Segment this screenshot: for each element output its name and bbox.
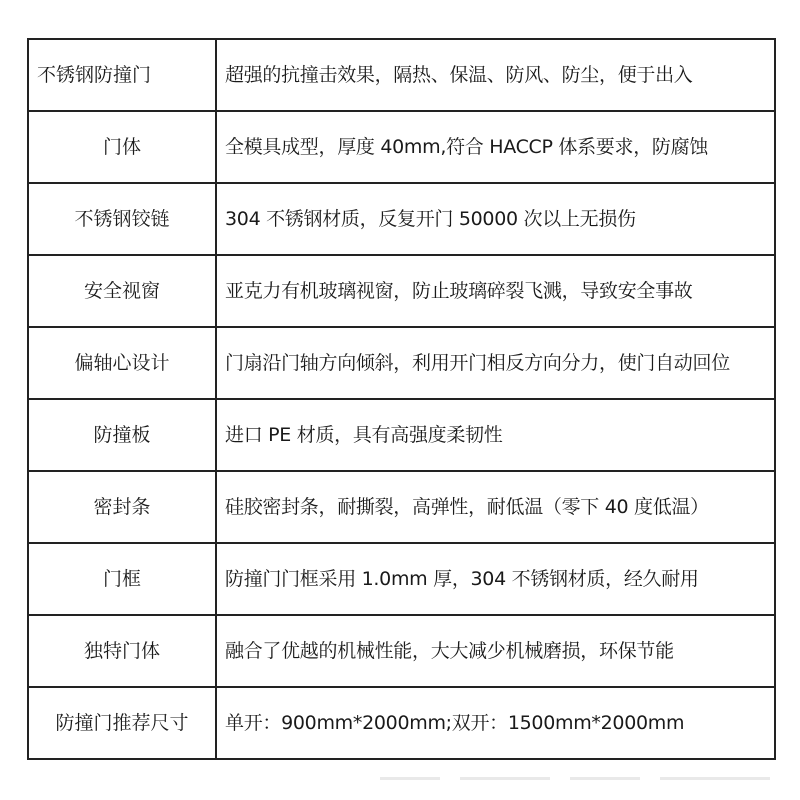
table-row	[28, 183, 775, 255]
feature-cell: 不锈钢铰链	[28, 183, 216, 255]
table-row	[28, 399, 775, 471]
description-cell: 融合了优越的机械性能，大大减少机械磨损，环保节能	[216, 615, 775, 687]
feature-cell: 安全视窗	[28, 255, 216, 327]
feature-cell: 防撞板	[28, 399, 216, 471]
description-cell: 超强的抗撞击效果，隔热、保温、防风、防尘，便于出入	[216, 39, 775, 111]
table-row	[28, 39, 775, 111]
feature-cell: 门框	[28, 543, 216, 615]
table-row	[28, 687, 775, 759]
feature-cell: 防撞门推荐尺寸	[28, 687, 216, 759]
table-row	[28, 543, 775, 615]
description-cell: 硅胶密封条，耐撕裂，高弹性，耐低温（零下 40 度低温）	[216, 471, 775, 543]
spec-table-body	[28, 39, 775, 759]
description-cell: 防撞门门框采用 1.0mm 厚，304 不锈钢材质，经久耐用	[216, 543, 775, 615]
description-cell: 全模具成型，厚度 40mm,符合 HACCP 体系要求，防腐蚀	[216, 111, 775, 183]
description-cell: 单开：900mm*2000mm;双开：1500mm*2000mm	[216, 687, 775, 759]
feature-cell: 不锈钢防撞门	[28, 39, 216, 111]
feature-cell: 密封条	[28, 471, 216, 543]
feature-cell: 门体	[28, 111, 216, 183]
spec-table	[27, 38, 776, 760]
table-row	[28, 471, 775, 543]
description-cell: 进口 PE 材质，具有高强度柔韧性	[216, 399, 775, 471]
feature-cell: 独特门体	[28, 615, 216, 687]
faint-watermark	[380, 772, 780, 786]
feature-cell: 偏轴心设计	[28, 327, 216, 399]
description-cell: 门扇沿门轴方向倾斜，利用开门相反方向分力，使门自动回位	[216, 327, 775, 399]
description-cell: 304 不锈钢材质，反复开门 50000 次以上无损伤	[216, 183, 775, 255]
table-row	[28, 111, 775, 183]
table-row	[28, 255, 775, 327]
table-row	[28, 327, 775, 399]
table-row	[28, 615, 775, 687]
description-cell: 亚克力有机玻璃视窗，防止玻璃碎裂飞溅，导致安全事故	[216, 255, 775, 327]
